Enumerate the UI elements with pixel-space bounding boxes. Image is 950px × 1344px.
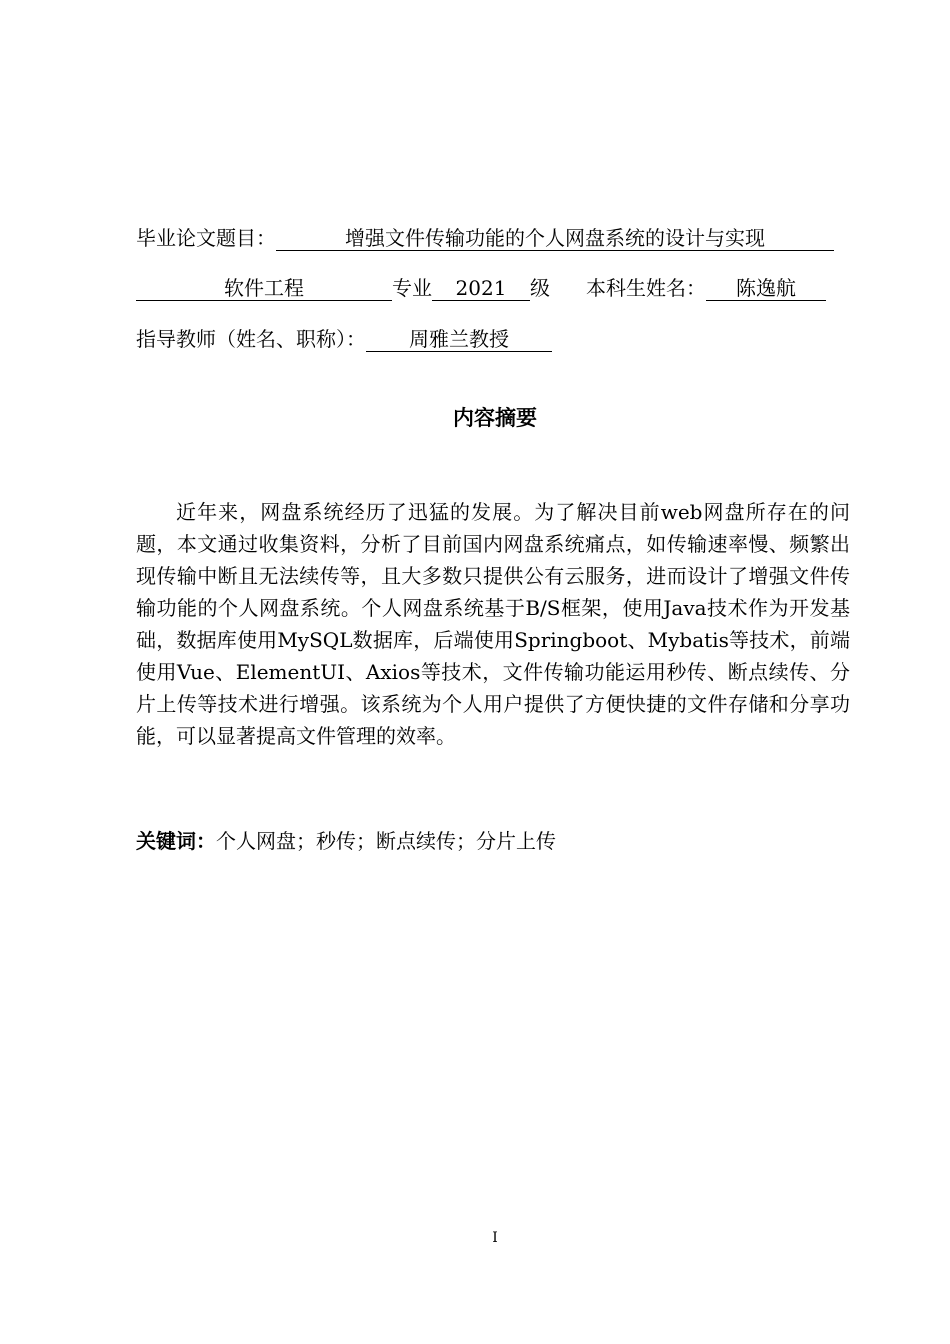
grade-label: 级	[530, 276, 550, 300]
major-value: 软件工程	[136, 276, 392, 301]
keywords-label: 关键词：	[136, 829, 216, 853]
thesis-title-label: 毕业论文题目：	[136, 226, 276, 250]
advisor-line	[136, 325, 850, 353]
advisor-label: 指导教师（姓名、职称）：	[136, 327, 366, 351]
keywords-value: 个人网盘；秒传；断点续传；分片上传	[216, 829, 556, 853]
student-name-value: 陈逸航	[706, 276, 826, 301]
student-info-line	[136, 274, 850, 302]
grade-year-value: 2021	[432, 276, 530, 301]
abstract-heading: 内容摘要	[453, 406, 537, 430]
page-number: I	[492, 1230, 498, 1246]
keywords-line	[136, 826, 850, 856]
major-label: 专业	[392, 276, 432, 300]
advisor-value: 周雅兰教授	[366, 327, 552, 352]
abstract-body: 近年来，网盘系统经历了迅猛的发展。为了解决目前web网盘所存在的问题，本文通过收集资料，分析了目前国内网盘系统痛点，如传输速率慢、频繁出现传输中断且无法续传等，且大多数只提供公有云服务，进而设计了增强文件传输功能的个人网盘系统。个人网盘系统基于B/S框架，使用Java技术作为开发基础，数据库使用MySQL数据库，后端使用Springboot、Mybatis等技术，前端使用Vue、ElementUI、Axios等技术，文件传输功能运用秒传、断点续传、分片上传等技术进行增强。该系统为个人用户提供了方便快捷的文件存储和分享功能，可以显著提高文件管理的效率。	[136, 500, 850, 748]
student-name-label: 本科生姓名：	[586, 276, 706, 300]
thesis-title-line	[136, 224, 850, 252]
thesis-title-value: 增强文件传输功能的个人网盘系统的设计与实现	[276, 226, 834, 251]
